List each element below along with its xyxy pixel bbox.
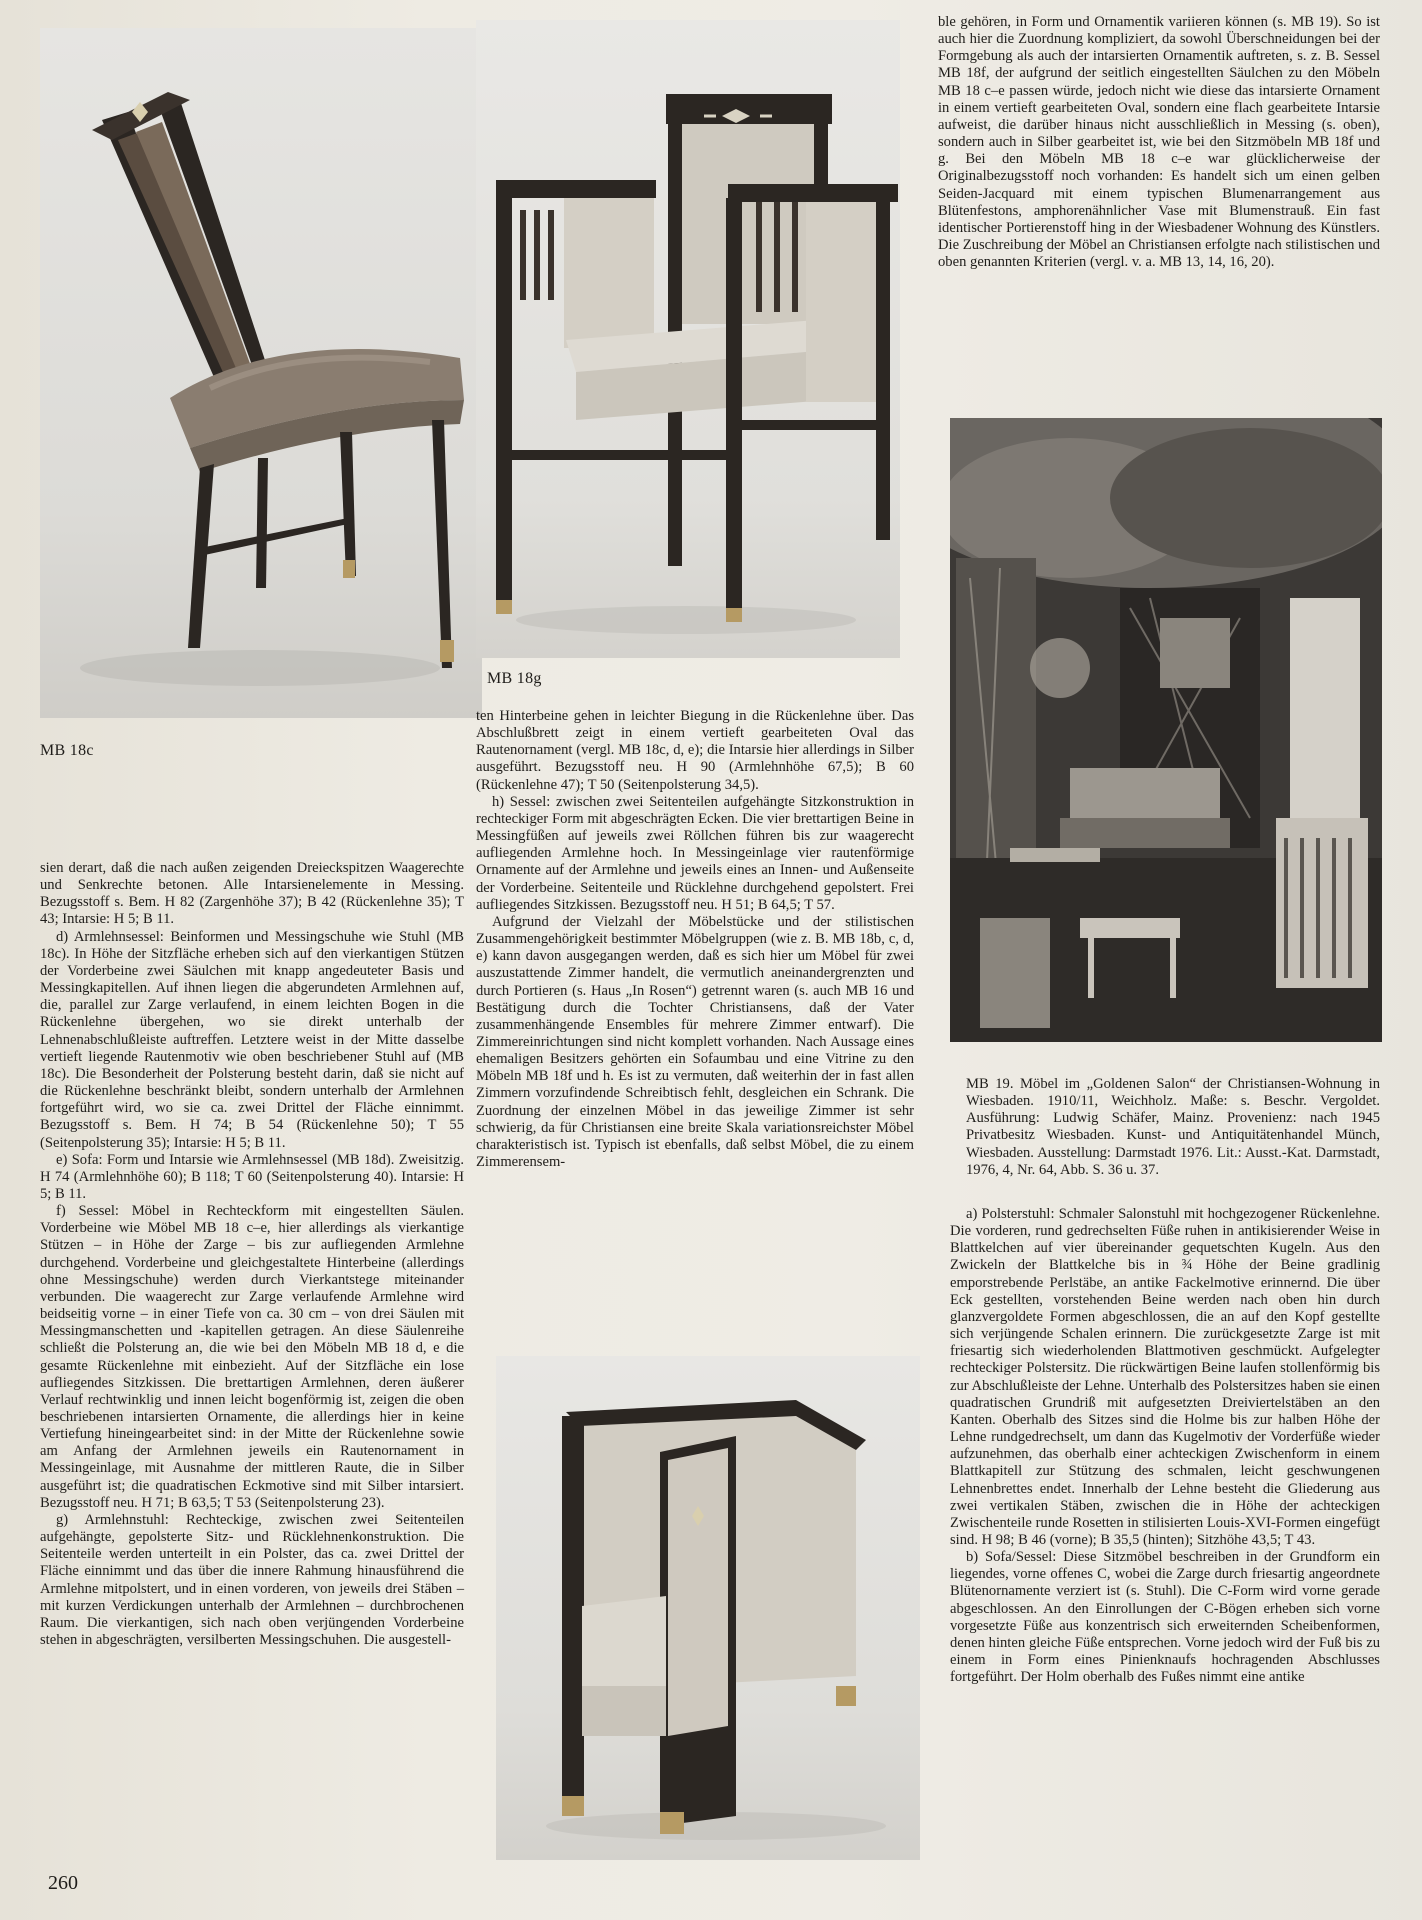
caption-mb18c: MB 18c: [40, 742, 94, 759]
caption-mb18g: MB 18g: [487, 670, 542, 687]
column-3-top: [938, 14, 1380, 271]
paragraph: d) Armlehnsessel: Beinformen und Messingschuhe wie Stuhl (MB 18c). In Höhe der Sitzfläche erheben sich auf den vierkantigen Stützen der Vorderbeine zwei Säulchen mit knapp angedeuteter Basis und Messingkapitellen. Auf ihnen liegen die abgerundeten Armlehnen auf, die, parallel zur Zarge verlaufend, in einem leichten Bogen in die Rückenlehne übergehen, wo sie direkt unterhalb der Lehnenabschlußleiste auftreffen. Letztere weist in der Mitte dasselbe vertieft liegende Rautenmotiv wie oben beschriebener Stuhl auf (MB 18c). Die Besonderheit der Polsterung besteht darin, daß sie nicht auf die Rückenlehne beschränkt bleibt, sondern unterhalb der Armlehnen fortgeführt wird, wo sie ca. zwei Drittel der Fläche einnimmt. Bezugsstoff s. Bem. H 74; B 54 (Rückenlehne 50); T 55 (Seitenpolsterung 35); Intarsie: H 5; B 11.: [40, 928, 464, 1151]
paragraph: Aufgrund der Vielzahl der Möbelstücke und der stilistischen Zusammengehörigkeit bestimmter Möbelgruppen (wie z. B. MB 18b, c, d, e) kann davon ausgegangen werden, daß es sich hier um Möbel für zwei auszustattende Zimmer handelt, die vermutlich aneinandergrenzten und durch Portieren (s. Haus „In Rosen“) getrennt waren (s. auch MB 16 und Bestätigung durch die Tochter Christiansens, daß der Vater zusammenhängende Ensembles für mehrere Zimmer entwarf). Die Zimmereinrichtungen sind nicht komplett vorhanden. Nach Aussage eines ehemaligen Besitzers gehörten ein Sofaumbau und eine Vitrine zu den Möbeln MB 18f und h. Es ist zu vermuten, daß weiterhin der in fast allen Zimmern vorzufindende Schreibtisch fehlt, desgleichen ein Schrank. Die Zuordnung der einzelnen Möbel in das jeweilige Zimmer ist sehr schwierig, da für Christiansen eine breite Skala variationsreichster Möbel charakteristisch ist. Typisch ist ebenfalls, daß selbst Möbel, die zu einem Zimmerensem-: [476, 913, 914, 1171]
paragraph: h) Sessel: zwischen zwei Seitenteilen aufgehängte Sitzkonstruktion in rechteckiger Form mit abgeschrägten Ecken. Die vier brettartigen Beine in Messingfüßen auf jeweils zwei Röllchen führen bis zur waagerecht aufliegenden Armlehne hoch. In Messingeinlage vier rautenförmige Ornamente auf der Armlehne und jeweils eines an Innen- und Außenseite der Vorderbeine. Seitenteile und Rücklehne durchgehend gepolstert. Frei aufliegendes Sitzkissen. Bezugsstoff neu. H 51; B 64,5; T 57.: [476, 793, 914, 913]
salon-interior-illustration: [950, 418, 1382, 1042]
photo-mb18g-armchair: [476, 20, 900, 658]
armchair-illustration: [476, 20, 900, 658]
photo-mb18c-chair: [40, 28, 482, 718]
photo-mb19-golden-salon: [950, 418, 1382, 1042]
caption-mb19: [966, 1076, 1380, 1179]
page-number: 260: [48, 1872, 78, 1894]
paragraph: e) Sofa: Form und Intarsie wie Armlehnsessel (MB 18d). Zweisitzig. H 74 (Armlehnhöhe 60); B 118; T 60 (Seitenpolsterung 40). Intarsie: H 5; B 11.: [40, 1151, 464, 1202]
paragraph: ten Hinterbeine gehen in leichter Biegung in die Rückenlehne über. Das Abschlußbrett zeigt in einem vertieft gearbeiteten Oval das Rautenornament (vergl. MB 18c, d, e); die Intarsie hier allerdings in Silber ausgeführt. Bezugsstoff neu. H 90 (Armlehnhöhe 67,5); B 60 (Rückenlehne 47); T 50 (Seitenpolsterung 34,5).: [476, 708, 914, 793]
column-3-bottom: [950, 1206, 1380, 1686]
column-1: [40, 860, 464, 1649]
tub-chair-illustration: [496, 1356, 920, 1860]
paragraph: g) Armlehnstuhl: Rechteckige, zwischen zwei Seitenteilen aufgehängte, gepolsterte Sitz- und Rücklehnenkonstruktion. Die Seitenteile werden unterteilt in ein Polster, das ca. zwei Drittel der Fläche einnimmt und das über die innere Rahmung hinausführend die Armlehne mitpolstert, und in einen vorderen, von jeweils drei Stäben – mit kurzen Verdickungen unterhalb der Armlehnen – durchbrochenen Raum. Die vierkantigen, sich nach oben verjüngenden Vorderbeine stehen in abgeschrägten, versilberten Messingschuhen. Die ausgestell-: [40, 1511, 464, 1649]
caption-mb19-text: MB 19. Möbel im „Goldenen Salon“ der Christiansen-Wohnung in Wiesbaden. 1910/11, Weichholz. Maße: s. Beschr. Vergoldet. Ausführung: Ludwig Schäfer, Mainz. Provenienz: nach 1945 Privatbesitz Wiesbaden. Kunst- und Antiquitätenhandel Münch, Wiesbaden. Ausstellung: Darmstadt 1976. Lit.: Ausst.-Kat. Darmstadt, 1976, 4, Nr. 64, Abb. S. 36 u. 37.: [966, 1076, 1380, 1178]
paragraph: f) Sessel: Möbel in Rechteckform mit eingestellten Säulen. Vorderbeine wie Möbel MB 18 c–e, hier allerdings als vierkantige Stützen – in Höhe der Zarge – bis zur aufliegenden Armlehne durchgehend. Vorderbeine und gleichgestaltete Hinterbeine (allerdings ohne Messingschuhe) werden durch Vierkantstege miteinander verbunden. Die waagerecht zur Zarge verlaufende Armlehne wird beidseitig vorne – in einer Tiefe von ca. 30 cm – von drei Säulen mit Messingmanschetten und -kapitellen getragen. An diese Säulenreihe schließt die Polsterung an, die wie bei den Möbeln MB 18 d, e die gesamte Rückenlehne mit einbezieht. Auf der Sitzfläche ein lose aufliegendes Sitzkissen. Die brettartigen Armlehnen, deren äußerer Verlauf rechtwinklig und innen leicht bogenförmig ist, zeigen die oben beschriebenen intarsierten Ornamente, die allerdings hier in keine Vertiefung hineingearbeitet sind: in der Mitte der Rückenlehne sowie am Anfang der Armlehnen jeweils ein Rautenornament in Messingeinlage, mit Ausnahme der mittleren Raute, die in Silber ausgeführt ist; die quadratischen Eckmotive sind mit Silber intarsiert. Bezugsstoff neu. H 71; B 63,5; T 53 (Seitenpolsterung 23).: [40, 1203, 464, 1511]
paragraph: sien derart, daß die nach außen zeigenden Dreieckspitzen Waagerechte und Senkrechte betonen. Alle Intarsienelemente in Messing. Bezugsstoff s. Bem. H 82 (Zargenhöhe 37); B 42 (Rückenlehne 35); T 43; Intarsie: H 5; B 11.: [40, 860, 464, 928]
photo-mb18h-tub-chair: [496, 1356, 920, 1860]
chair-side-illustration: [40, 28, 482, 718]
paragraph: b) Sofa/Sessel: Diese Sitzmöbel beschreiben in der Grundform ein liegendes, vorne offenes C, wobei die Zarge durch friesartig angeordnete Blütenornamente verziert ist (s. Stuhl). Die C-Form wird vorne gerade abgeschlossen. An den Einrollungen der C-Bögen erheben sich vorne vorgesetzte Füße aus konzentrisch sich erweiternden Scheibenformen, denen hinten gleiche Füße entsprechen. Vorne jedoch wird der Fuß bis zu einem in Form eines Pinienknaufs hochragenden Abschlusses fortgeführt. Der Holm oberhalb des Fußes nimmt eine antike: [950, 1549, 1380, 1686]
column-2: [476, 708, 914, 1171]
paragraph: ble gehören, in Form und Ornamentik variieren können (s. MB 19). So ist auch hier die Zuordnung kompliziert, da sowohl Überschneidungen bei der Formgebung als auch der intarsierten Ornamentik auftreten, s. z. B. Sessel MB 18f, der aufgrund der seitlich eingestellten Säulchen zu den Möbeln MB 18 c–e passen würde, jedoch nicht wie diese das intarsierte Ornament in einem vertieft gearbeiteten Oval, sondern eine flach gearbeitete Intarsie aufweist, die darüber hinaus nicht ausschließlich in Messing (s. oben), sondern auch in Silber gearbeitet ist, wie bei den Sitzmöbeln MB 18f und g. Bei den Möbeln MB 18 c–e war glücklicherweise der Originalbezugsstoff noch vorhanden: Es handelt sich um einen gelben Seiden-Jacquard mit einem typischen Blumenarrangement aus Blütenfestons, amphorenähnlicher Vase mit Blumenstrauß. Ein fast identischer Portierenstoff hing in der Wiesbadener Wohnung des Künstlers. Die Zuschreibung der Möbel an Christiansen erfolgte nach stilistischen und oben genannten Kriterien (vergl. v. a. MB 13, 14, 16, 20).: [938, 14, 1380, 271]
paragraph: a) Polsterstuhl: Schmaler Salonstuhl mit hochgezogener Rückenlehne. Die vorderen, rund gedrechselten Füße ruhen in antikisierender Weise in Blattkelchen auf vier übereinander gequetschten Kugeln. Aus den Zwickeln der Blattkelche bis in ¾ Höhe der Beine gradlinig emporstrebende Perlstäbe, an antike Fackelmotive erinnernd. Die über Eck gestellten, vorstehenden Beine werden nach oben hin durch glanzvergoldete Formen abgeschlossen, die an auf den Kopf gestellte sich verjüngende Schalen erinnern. Die zurückgesetzte Zarge ist mit friesartig sich wiederholenden Blattmotiven geschmückt. Aufgelegter rechteckiger Polstersitz. Die rückwärtigen Beine laufen stollenförmig bis zur Abschlußleiste der Lehne. Unterhalb des Polstersitzes haben sie einen quadratischen Grundriß mit aufgesetzten Dreiviertelstäben an den Kanten. Oberhalb des Sitzes sind die Holme bis zur halben Höhe der Lehne rundgedrechselt, um dann das Kugelmotiv der Vorderfüße wieder aufzunehmen, das oberhalb einer achteckigen Zwischenform in einem Blattkapitell zur Stützung des schmalen, leicht geschwungenen Lehnenbrettes endet. Innerhalb der Lehne besteht die Gliederung aus zwei vertikalen Stäben, zwischen die in Höhe der achteckigen Zwischenteile runde Rosetten in stilisierten Louis-XVI-Formen eingefügt sind. H 98; B 46 (vorne); B 35,5 (hinten); Sitzhöhe 43,5; T 43.: [950, 1206, 1380, 1548]
